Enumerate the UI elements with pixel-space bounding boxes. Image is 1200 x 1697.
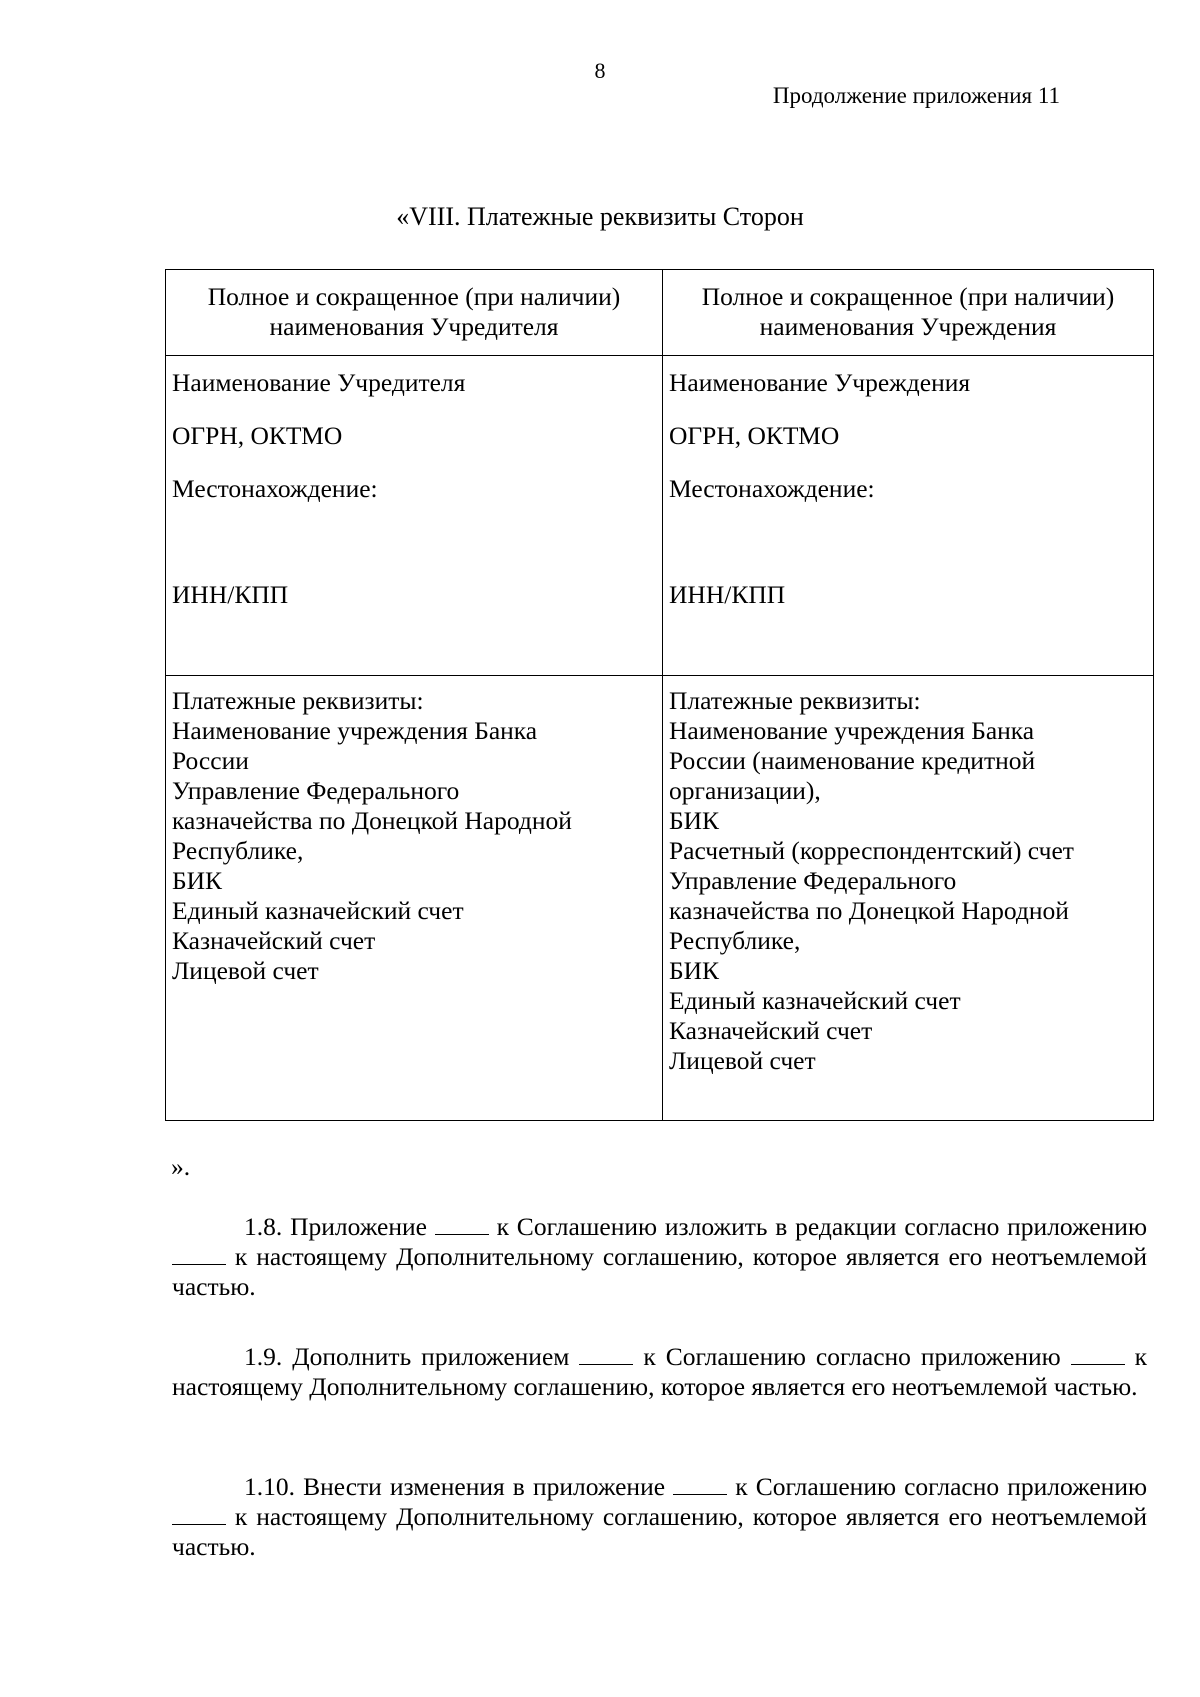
institution-location: Местонахождение: <box>669 474 875 503</box>
institution-payment-line: Казначейский счет <box>669 1016 873 1045</box>
founder-payment-line: Единый казначейский счет <box>172 896 464 925</box>
founder-ogrn: ОГРН, ОКТМО <box>172 421 343 450</box>
founder-payment-line: БИК <box>172 866 223 895</box>
blank-field <box>172 1504 226 1525</box>
founder-payment-line: казначейства по Донецкой Народной <box>172 806 572 835</box>
founder-payment-line: Наименование учреждения Банка <box>172 716 538 745</box>
institution-payment-line: БИК <box>669 806 720 835</box>
founder-payment-line: Управление Федерального <box>172 776 460 805</box>
founder-identity-cell <box>166 356 663 676</box>
section-title: «VIII. Платежные реквизиты Сторон <box>396 202 804 231</box>
founder-location: Местонахождение: <box>172 474 378 503</box>
table-header-row <box>166 270 1154 356</box>
founder-payment-line: Республике, <box>172 836 304 865</box>
blank-field <box>1071 1344 1125 1365</box>
founder-payment-line: Платежные реквизиты: <box>172 686 424 715</box>
institution-payment-line: казначейства по Донецкой Народной <box>669 896 1069 925</box>
paragraph-1-10-text-2: к Соглашению согласно приложению <box>735 1472 1148 1501</box>
paragraph-1-10-text-1: 1.10. Внести изменения в приложение <box>244 1472 666 1501</box>
institution-payment-line: Наименование учреждения Банка <box>669 716 1035 745</box>
blank-field <box>435 1214 489 1235</box>
paragraph-1-9-text-2: к Соглашению согласно приложению <box>643 1342 1061 1371</box>
institution-header-cell: Полное и сокращенное (при наличии) наименования Учреждения <box>663 270 1154 356</box>
founder-name: Наименование Учредителя <box>172 368 466 397</box>
institution-payment-line: БИК <box>669 956 720 985</box>
payment-requisites-table <box>165 269 1154 1121</box>
institution-identity-cell <box>663 356 1154 676</box>
institution-payment-line: организации), <box>669 776 821 805</box>
institution-payment-line: Платежные реквизиты: <box>669 686 921 715</box>
paragraph-1-8 <box>172 1212 1147 1302</box>
institution-payment-line: Расчетный (корреспондентский) счет <box>669 836 1074 865</box>
institution-payment-line: Единый казначейский счет <box>669 986 961 1015</box>
paragraph-1-10 <box>172 1472 1147 1562</box>
founder-payment-line: Лицевой счет <box>172 956 319 985</box>
paragraph-1-9-text-1: 1.9. Дополнить приложением <box>244 1342 570 1371</box>
paragraph-1-8-text-1: 1.8. Приложение <box>244 1212 427 1241</box>
payment-row <box>166 676 1154 1121</box>
paragraph-1-8-text-2: к Соглашению изложить в редакции согласно приложению <box>496 1212 1147 1241</box>
blank-field <box>673 1474 727 1495</box>
blank-field <box>579 1344 633 1365</box>
founder-inn: ИНН/КПП <box>172 580 289 609</box>
paragraph-1-10-text-3: к настоящему Дополнительному соглашению, которое является его неотъемлемой частью. <box>172 1502 1147 1561</box>
paragraph-1-9-text-3: к настоящему Дополнительному соглашению, которое является его неотъемлемой частью. <box>172 1342 1148 1401</box>
institution-ogrn: ОГРН, ОКТМО <box>669 421 840 450</box>
founder-payment-line: Казначейский счет <box>172 926 376 955</box>
founder-payment-line: России <box>172 746 249 775</box>
institution-payment-line: Управление Федерального <box>669 866 957 895</box>
institution-name: Наименование Учреждения <box>669 368 971 397</box>
identity-row <box>166 356 1154 676</box>
paragraph-1-8-text-3: к настоящему Дополнительному соглашению, которое является его неотъемлемой частью. <box>172 1242 1147 1301</box>
institution-payment-cell <box>663 676 1154 1121</box>
institution-payment-line: России (наименование кредитной <box>669 746 1036 775</box>
institution-inn: ИНН/КПП <box>669 580 786 609</box>
institution-payment-line: Республике, <box>669 926 801 955</box>
closing-quote: ». <box>171 1152 191 1181</box>
paragraph-1-9 <box>172 1342 1147 1402</box>
institution-payment-line: Лицевой счет <box>669 1046 816 1075</box>
appendix-continuation-label: Продолжение приложения 11 <box>772 83 1060 108</box>
founder-payment-cell <box>166 676 663 1121</box>
founder-header-cell: Полное и сокращенное (при наличии) наименования Учредителя <box>166 270 663 356</box>
page-number: 8 <box>594 58 606 83</box>
blank-field <box>172 1244 226 1265</box>
